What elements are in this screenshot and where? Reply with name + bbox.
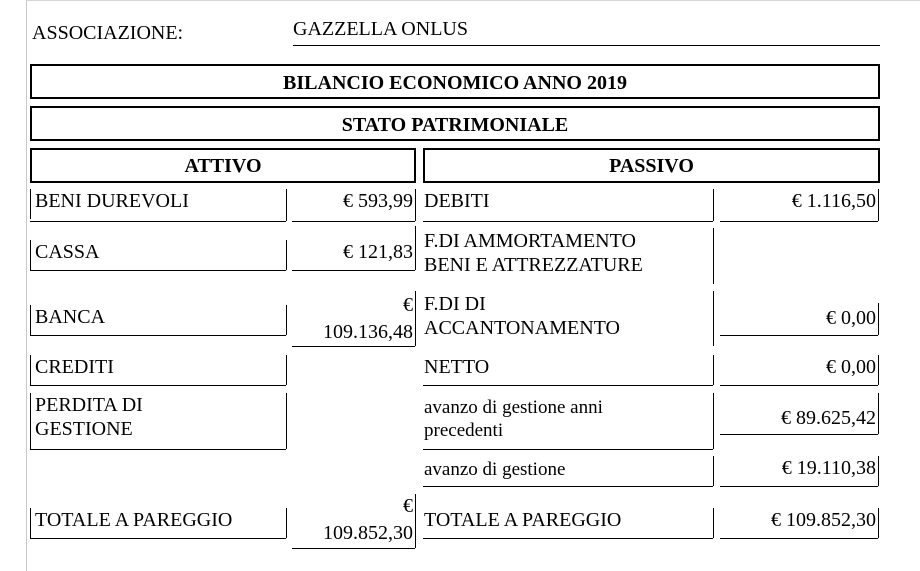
cell-divider	[878, 393, 879, 434]
row-border	[292, 346, 415, 347]
attivo-header	[30, 148, 416, 183]
attivo-row-banca	[30, 305, 105, 335]
row-border	[292, 221, 415, 222]
passivo-totale-value: € 109.852,30	[771, 509, 876, 531]
cell-divider	[286, 305, 287, 335]
attivo-header-label: ATTIVO	[184, 155, 262, 177]
beni-durevoli-value: € 593,99	[343, 190, 413, 212]
report-title-box	[30, 64, 880, 99]
attivo-totale-label: TOTALE A PAREGGIO	[35, 509, 233, 531]
avanzo-precedenti-line1: avanzo di gestione anni	[424, 397, 603, 418]
passivo-totale-label: TOTALE A PAREGGIO	[424, 509, 622, 531]
association-underline	[293, 45, 880, 46]
banca-label: BANCA	[35, 306, 106, 328]
row-border	[30, 538, 286, 539]
netto-value: € 0,00	[826, 356, 876, 378]
cell-divider	[415, 226, 416, 270]
row-border	[292, 270, 415, 271]
cell-divider	[713, 508, 714, 538]
cell-divider	[878, 303, 879, 335]
avanzo-precedenti-value: € 89.625,42	[781, 407, 876, 429]
debiti-value: € 1.116,50	[791, 190, 876, 212]
attivo-row-cassa	[30, 240, 99, 270]
banca-value-currency: €	[403, 294, 413, 316]
cell-divider	[713, 228, 714, 284]
debiti-label: DEBITI	[424, 190, 490, 212]
row-border	[30, 221, 286, 222]
row-border	[423, 221, 713, 222]
row-border	[720, 221, 878, 222]
cell-divider	[286, 393, 287, 449]
attivo-row-totale	[30, 508, 232, 538]
beni-durevoli-label: BENI DUREVOLI	[35, 190, 189, 212]
fondo-accantonamento-line2: ACCANTONAMENTO	[424, 317, 620, 339]
fondo-ammortamento-line1: F.DI AMMORTAMENTO	[424, 230, 636, 252]
fondo-ammortamento-line2: BENI E ATTREZZATURE	[424, 254, 643, 276]
attivo-row-beni-durevoli	[30, 189, 189, 219]
attivo-totale-value: 109.852,30	[323, 522, 413, 544]
row-border	[720, 486, 878, 487]
banca-value: 109.136,48	[323, 321, 413, 343]
row-border	[292, 548, 415, 549]
netto-label: NETTO	[424, 356, 490, 378]
row-border	[30, 449, 286, 450]
cell-divider	[415, 291, 416, 346]
cell-divider	[415, 189, 416, 221]
association-name: GAZZELLA ONLUS	[293, 18, 468, 40]
cell-divider	[286, 189, 287, 221]
section-title-box	[30, 106, 880, 141]
passivo-header-label: PASSIVO	[609, 155, 694, 177]
row-border	[30, 270, 286, 271]
cell-divider	[878, 508, 879, 538]
cell-divider	[713, 291, 714, 346]
cassa-label: CASSA	[35, 241, 100, 263]
avanzo-label: avanzo di gestione	[424, 459, 566, 480]
cell-divider	[713, 393, 714, 449]
cassa-value: € 121,83	[343, 241, 413, 263]
attivo-row-crediti	[30, 355, 114, 385]
fondo-ammortamento-label	[424, 229, 643, 277]
row-border	[423, 449, 713, 450]
crediti-label: CREDITI	[35, 356, 114, 378]
cell-divider	[713, 456, 714, 486]
row-border	[30, 385, 286, 386]
avanzo-precedenti-label	[424, 396, 603, 442]
fondo-accantonamento-line1: F.DI DI	[424, 293, 486, 315]
row-border	[30, 335, 286, 336]
cell-divider	[713, 355, 714, 385]
cell-divider	[286, 240, 287, 270]
attivo-totale-currency: €	[403, 495, 413, 517]
cell-divider	[878, 189, 879, 221]
row-border	[423, 486, 713, 487]
report-title: BILANCIO ECONOMICO ANNO 2019	[283, 72, 627, 94]
row-border	[720, 385, 878, 386]
perdita-label-line2: GESTIONE	[35, 418, 133, 440]
fondo-accantonamento-value: € 0,00	[826, 307, 876, 329]
cell-divider	[415, 494, 416, 548]
row-border	[720, 538, 878, 539]
row-border	[423, 538, 713, 539]
row-border	[720, 434, 878, 435]
cell-divider	[286, 355, 287, 385]
row-border	[720, 335, 878, 336]
cell-divider	[878, 355, 879, 385]
row-border	[423, 385, 713, 386]
attivo-row-perdita	[30, 393, 143, 449]
cell-divider	[713, 189, 714, 221]
avanzo-value: € 19.110,38	[781, 457, 876, 479]
cell-divider	[286, 508, 287, 538]
section-title: STATO PATRIMONIALE	[341, 114, 569, 136]
avanzo-precedenti-line2: precedenti	[424, 420, 504, 441]
fondo-accantonamento-label	[424, 292, 620, 340]
association-label: ASSOCIAZIONE:	[32, 22, 184, 44]
cell-divider	[878, 456, 879, 486]
perdita-label-line1: PERDITA DI	[35, 394, 143, 416]
passivo-header	[423, 148, 880, 183]
